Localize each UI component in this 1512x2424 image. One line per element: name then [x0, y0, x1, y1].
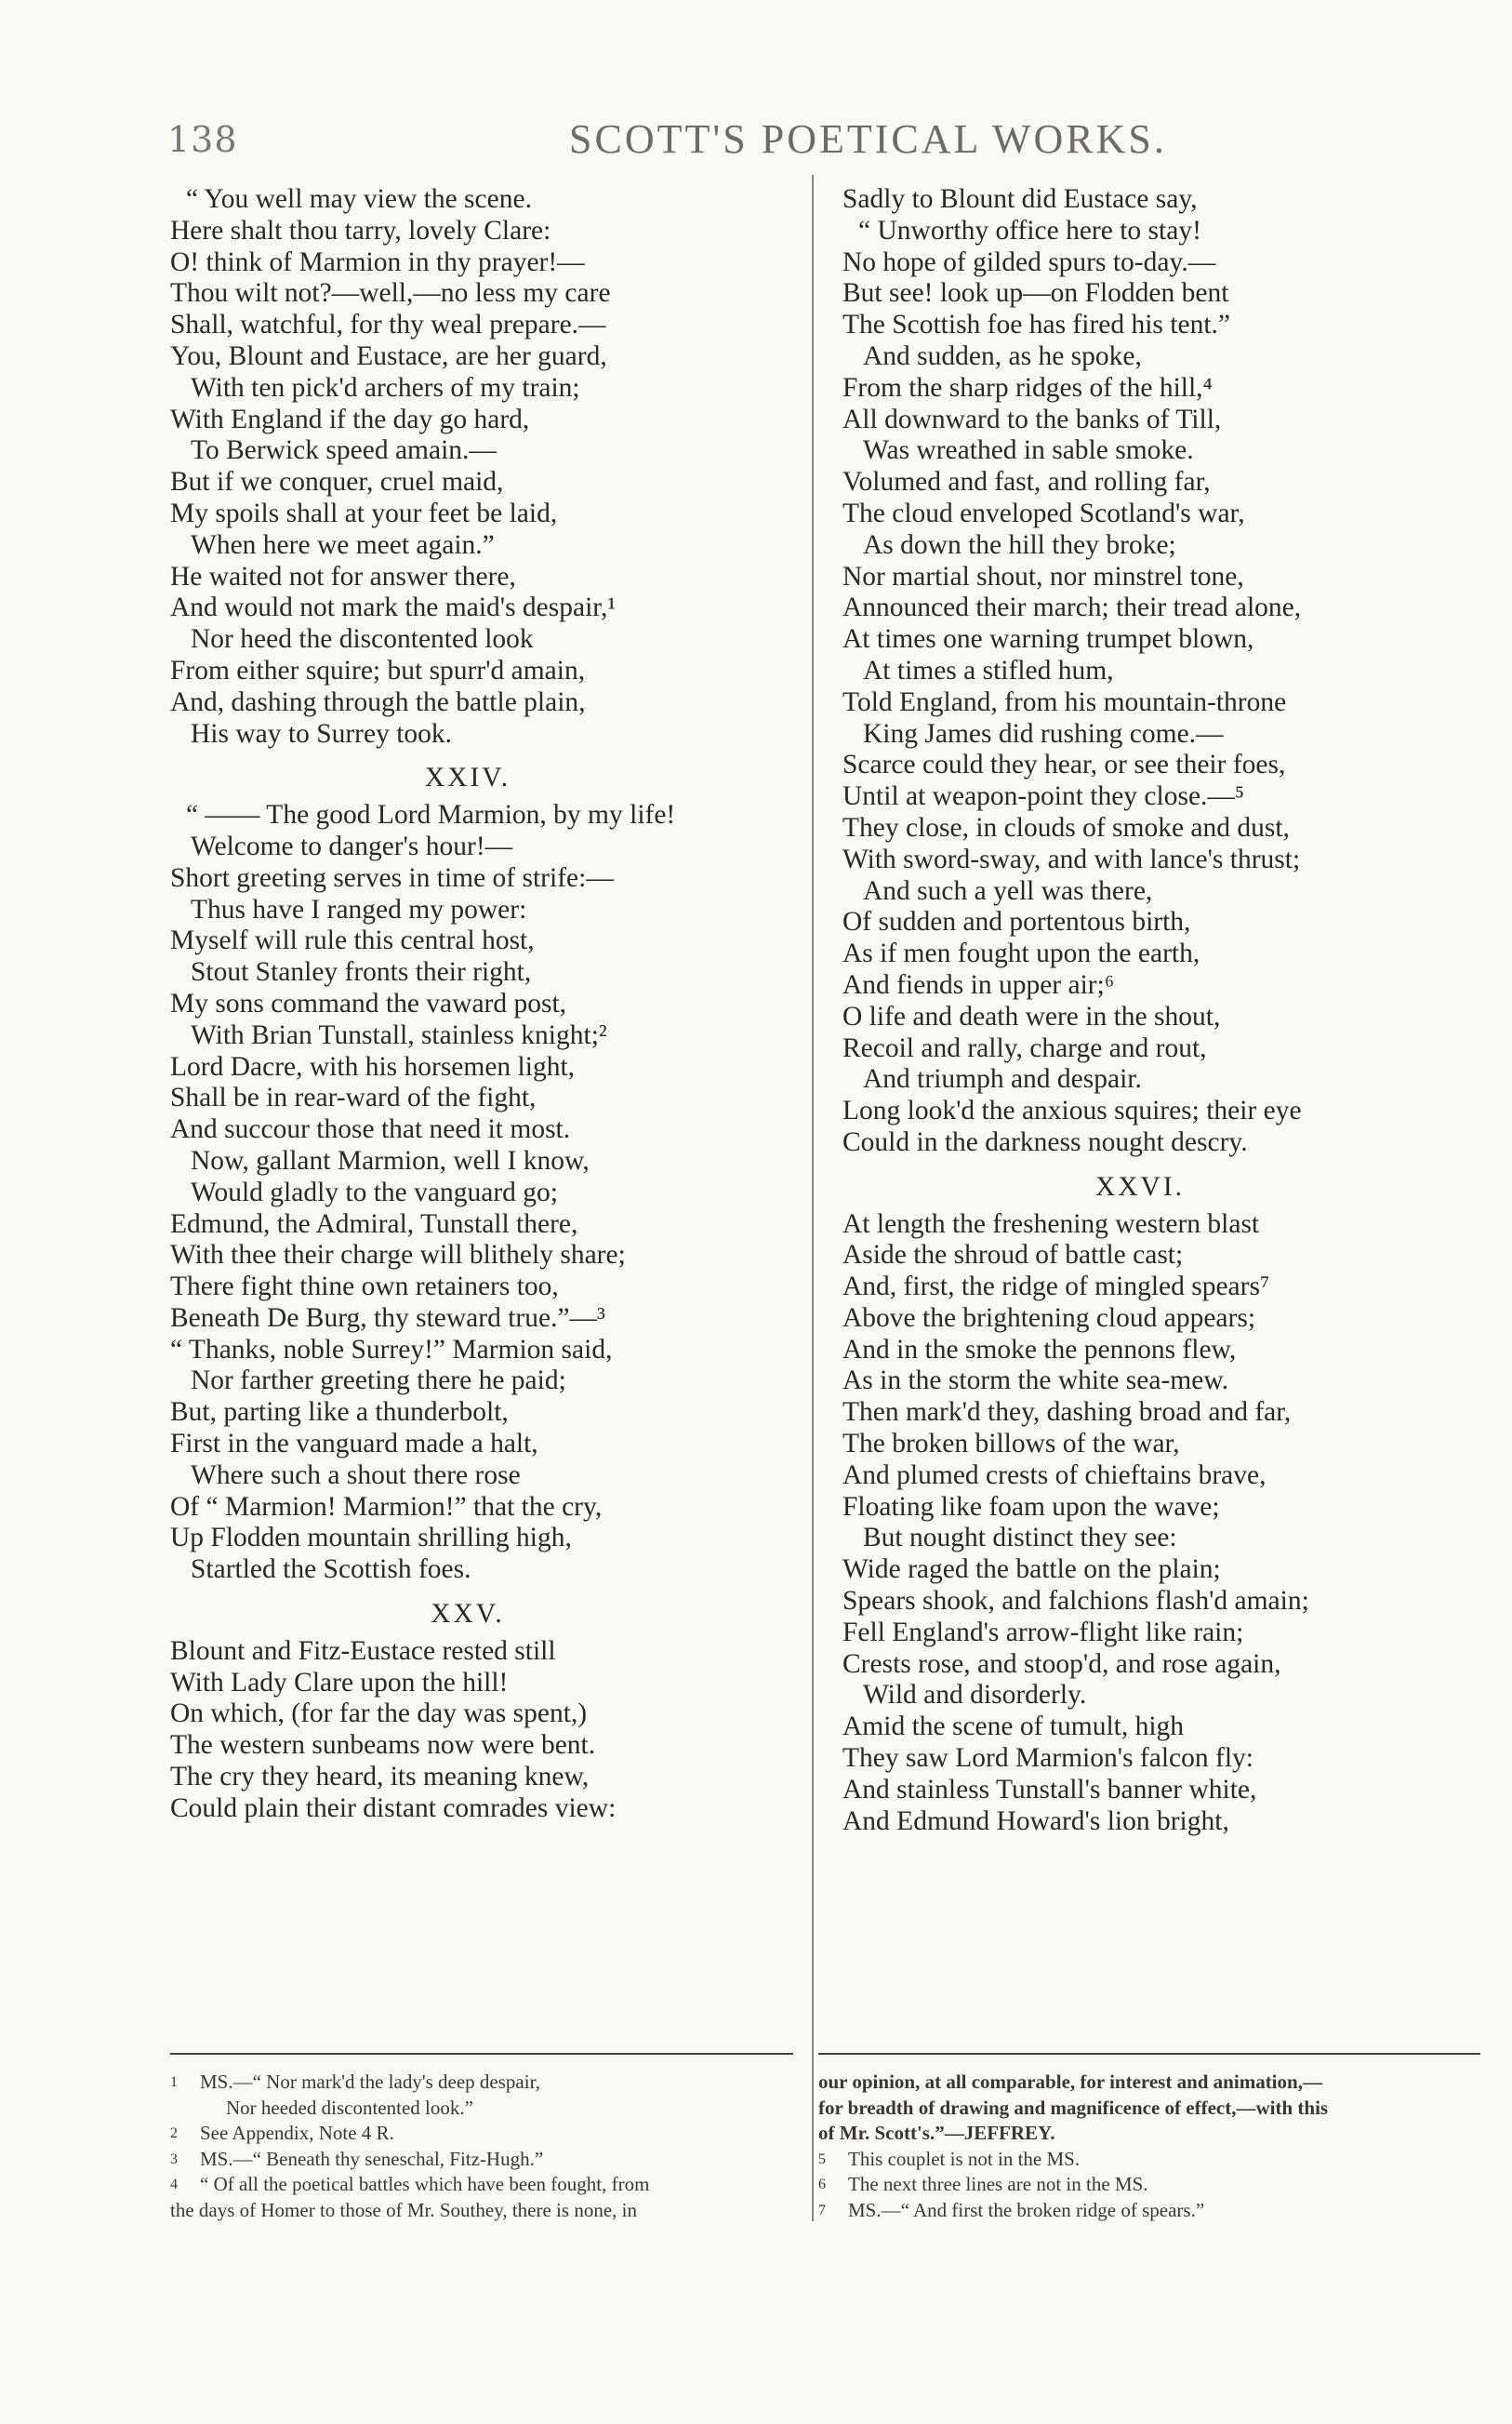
footnote-line: [818, 2096, 1488, 2122]
footnote-line: [818, 2198, 1488, 2224]
footnote-line: [170, 2096, 802, 2122]
verse-line: With England if the day go hard,: [170, 404, 530, 434]
footnote-text: Nor heeded discontented look.”: [226, 2096, 473, 2119]
footnote-marker: 3: [170, 2151, 178, 2167]
verse-line: The Scottish foe has fired his tent.”: [842, 310, 1230, 340]
verse-line: They saw Lord Marmion's falcon fly:: [842, 1743, 1253, 1774]
footnotes-left: [170, 2070, 802, 2223]
verse-line: Up Flodden mountain shrilling high,: [170, 1523, 572, 1553]
verse-line: Welcome to danger's hour!—: [191, 831, 513, 861]
verse-line: Above the brightening cloud appears;: [842, 1302, 1256, 1333]
verse-line: And plumed crests of chieftains brave,: [842, 1459, 1267, 1490]
footnote-text: See Appendix, Note 4 R.: [200, 2122, 394, 2144]
footnote-marker: 6: [818, 2177, 826, 2192]
verse-line: But, parting like a thunderbolt,: [170, 1397, 509, 1428]
verse-line: Nor farther greeting there he paid;: [191, 1365, 566, 1396]
right-intro-stanza: [842, 184, 1438, 1159]
verse-line: Edmund, the Admiral, Tunstall there,: [170, 1208, 578, 1239]
verse-line: The western sunbeams now were bent.: [170, 1730, 596, 1761]
footnote-line: [170, 2121, 802, 2147]
verse-line: Told England, from his mountain-throne: [842, 686, 1287, 717]
footnote-text: of Mr. Scott's.”—JEFFREY.: [818, 2122, 1055, 2144]
verse-line: His way to Surrey took.: [191, 718, 453, 749]
verse-line: Myself will rule this central host,: [170, 926, 535, 956]
footnote-text: MS.—“ And first the broken ridge of spears.”: [848, 2198, 1205, 2221]
verse-line: But nought distinct they see:: [863, 1523, 1177, 1553]
footnote-text: MS.—“ Nor mark'd the lady's deep despair,: [200, 2071, 540, 2093]
section-title-xxiv: XXIV.: [424, 763, 511, 793]
verse-line: And would not mark the maid's despair,¹: [170, 593, 617, 623]
verse-line: “ You well may view the scene.: [186, 184, 532, 214]
verse-line: Nor heed the discontented look: [191, 624, 534, 655]
footnote-line: [170, 2198, 802, 2224]
verse-line: There fight thine own retainers too,: [170, 1272, 559, 1302]
section-title-xxv: XXV.: [431, 1599, 505, 1630]
verse-line: To Berwick speed amain.—: [191, 435, 497, 466]
verse-line: With thee their charge will blithely share;: [170, 1240, 626, 1271]
verse-line: At times one warning trumpet blown,: [842, 624, 1254, 655]
verse-line: Aside the shroud of battle cast;: [842, 1240, 1184, 1271]
footnote-line: [170, 2172, 802, 2198]
footnote-marker: 4: [170, 2177, 178, 2192]
footnote-text: the days of Homer to those of Mr. Southey, there is none, in: [170, 2198, 637, 2221]
verse-line: Here shalt thou tarry, lovely Clare:: [170, 215, 551, 246]
verse-line: As if men fought upon the earth,: [842, 939, 1200, 969]
footnote-line: [818, 2147, 1488, 2173]
verse-line: At length the freshening western blast: [842, 1208, 1260, 1239]
verse-line: Floating like foam upon the wave;: [842, 1491, 1220, 1522]
footnote-line: [818, 2121, 1488, 2147]
verse-line: Announced their march; their tread alone,: [842, 593, 1302, 623]
verse-line: Volumed and fast, and rolling far,: [842, 467, 1211, 498]
footnote-text: for breadth of drawing and magnificence of effect,—with this: [818, 2096, 1329, 2119]
footnote-marker: 5: [818, 2151, 826, 2167]
verse-line: My sons command the vaward post,: [170, 988, 567, 1019]
verse-line: “ —— The good Lord Marmion, by my life!: [186, 800, 676, 831]
verse-line: Blount and Fitz-Eustace rested still: [170, 1635, 556, 1666]
verse-line: And succour those that need it most.: [170, 1114, 571, 1145]
column-divider: [812, 175, 814, 2221]
verse-line: Was wreathed in sable smoke.: [863, 435, 1194, 466]
verse-line: Stout Stanley fronts their right,: [191, 957, 532, 988]
verse-line: Could in the darkness nought descry.: [842, 1126, 1248, 1157]
verse-line: With sword-sway, and with lance's thrust;: [842, 844, 1301, 874]
verse-line: Long look'd the anxious squires; their eye: [842, 1096, 1302, 1126]
footnotes-right: [818, 2070, 1488, 2223]
verse-line: And stainless Tunstall's banner white,: [842, 1774, 1257, 1805]
left-column: [170, 184, 765, 1825]
running-title: SCOTT'S POETICAL WORKS.: [569, 116, 1167, 162]
footnote-marker: 1: [170, 2074, 178, 2090]
verse-line: As down the hill they broke;: [863, 529, 1176, 560]
footnote-text: our opinion, at all comparable, for interest and animation,—: [818, 2071, 1322, 2093]
footnote-line: [170, 2070, 802, 2096]
verse-line: And such a yell was there,: [863, 875, 1153, 906]
verse-line: Startled the Scottish foes.: [191, 1554, 471, 1585]
footnote-line: [818, 2172, 1488, 2198]
verse-line: And, first, the ridge of mingled spears⁷: [842, 1272, 1270, 1302]
verse-line: From either squire; but spurr'd amain,: [170, 655, 586, 686]
footnote-rule-right: [818, 2053, 1480, 2055]
verse-line: And triumph and despair.: [863, 1064, 1142, 1095]
verse-line: O life and death were in the shout,: [842, 1001, 1221, 1032]
footnote-marker: 7: [818, 2202, 826, 2218]
verse-line: First in the vanguard made a halt,: [170, 1429, 538, 1459]
verse-line: The cloud enveloped Scotland's war,: [842, 498, 1245, 528]
stanza-xxv: [170, 1636, 765, 1825]
verse-line: Wild and disorderly.: [863, 1680, 1087, 1711]
verse-line: Spears shook, and falchions flash'd amain;: [842, 1586, 1309, 1617]
verse-line: At times a stifled hum,: [863, 655, 1114, 686]
verse-line: Shall be in rear-ward of the fight,: [170, 1083, 537, 1113]
verse-line: No hope of gilded spurs to-day.—: [842, 246, 1216, 277]
verse-line: King James did rushing come.—: [863, 718, 1224, 749]
right-column: [842, 184, 1438, 1837]
verse-line: And, dashing through the battle plain,: [170, 686, 586, 717]
verse-line: And in the smoke the pennons flew,: [842, 1334, 1237, 1365]
verse-line: The broken billows of the war,: [842, 1429, 1180, 1459]
verse-line: Crests rose, and stoop'd, and rose again,: [842, 1648, 1281, 1679]
verse-line: And sudden, as he spoke,: [863, 340, 1142, 371]
verse-line: Wide raged the battle on the plain;: [842, 1554, 1221, 1585]
verse-line: From the sharp ridges of the hill,⁴: [842, 372, 1213, 403]
verse-line: The cry they heard, its meaning knew,: [170, 1762, 590, 1792]
section-title-xxvi: XXVI.: [1094, 1171, 1186, 1202]
footnote-text: MS.—“ Beneath thy seneschal, Fitz-Hugh.”: [200, 2147, 544, 2170]
verse-line: With Brian Tunstall, stainless knight;²: [191, 1019, 607, 1050]
verse-line: He waited not for answer there,: [170, 561, 516, 592]
verse-line: Where such a shout there rose: [191, 1459, 521, 1490]
verse-line: All downward to the banks of Till,: [842, 404, 1222, 434]
verse-line: Now, gallant Marmion, well I know,: [191, 1145, 590, 1176]
verse-line: Recoil and rally, charge and rout,: [842, 1032, 1207, 1063]
verse-line: Would gladly to the vanguard go;: [191, 1177, 558, 1207]
verse-line: Shall, watchful, for thy weal prepare.—: [170, 310, 606, 340]
verse-line: Lord Dacre, with his horsemen light,: [170, 1051, 576, 1082]
verse-line: Beneath De Burg, thy steward true.”—³: [170, 1302, 605, 1333]
verse-line: They close, in clouds of smoke and dust,: [842, 812, 1290, 843]
verse-line: “ Unworthy office here to stay!: [858, 215, 1201, 246]
footnote-text: This couplet is not in the MS.: [848, 2147, 1081, 2170]
verse-line: You, Blount and Eustace, are her guard,: [170, 340, 607, 371]
footnote-line: [818, 2070, 1488, 2096]
stanza-xxvi: [842, 1209, 1438, 1838]
footnote-rule-left: [170, 2053, 793, 2055]
stanza-xxiv: [170, 800, 765, 1586]
footnote-text: “ Of all the poetical battles which have been fought, from: [200, 2173, 650, 2195]
verse-line: As in the storm the white sea-mew.: [842, 1365, 1229, 1396]
verse-line: Then mark'd they, dashing broad and far,: [842, 1397, 1292, 1428]
verse-line: Of “ Marmion! Marmion!” that the cry,: [170, 1491, 603, 1522]
page-header: [0, 110, 1512, 166]
verse-line: Nor martial shout, nor minstrel tone,: [842, 561, 1244, 592]
verse-line: My spoils shall at your feet be laid,: [170, 498, 558, 528]
footnote-line: [170, 2147, 802, 2173]
verse-line: With Lady Clare upon the hill!: [170, 1667, 509, 1698]
verse-line: Thou wilt not?—well,—no less my care: [170, 278, 611, 309]
footnote-marker: 2: [170, 2125, 178, 2141]
verse-line: On which, (for far the day was spent,): [170, 1698, 588, 1729]
verse-line: But see! look up—on Flodden bent: [842, 278, 1229, 309]
verse-line: Thus have I ranged my power:: [191, 894, 527, 925]
page-number: 138: [167, 119, 238, 160]
verse-line: Short greeting serves in time of strife:—: [170, 862, 614, 893]
verse-line: With ten pick'd archers of my train;: [191, 372, 580, 403]
verse-line: “ Thanks, noble Surrey!” Marmion said,: [170, 1334, 613, 1365]
verse-line: But if we conquer, cruel maid,: [170, 467, 504, 498]
verse-line: Scarce could they hear, or see their foes,: [842, 750, 1286, 780]
footnote-text: The next three lines are not in the MS.: [848, 2173, 1148, 2195]
verse-line: And fiends in upper air;⁶: [842, 969, 1115, 1000]
verse-line: Sadly to Blount did Eustace say,: [842, 184, 1198, 214]
left-intro-stanza: [170, 184, 765, 750]
verse-line: Fell England's arrow-flight like rain;: [842, 1617, 1244, 1647]
verse-line: When here we meet again.”: [191, 529, 495, 560]
verse-line: O! think of Marmion in thy prayer!—: [170, 246, 585, 277]
verse-line: Of sudden and portentous birth,: [842, 907, 1191, 938]
verse-line: Until at weapon-point they close.—⁵: [842, 781, 1245, 812]
verse-line: Could plain their distant comrades view:: [170, 1792, 617, 1823]
verse-line: Amid the scene of tumult, high: [842, 1711, 1185, 1742]
verse-line: And Edmund Howard's lion bright,: [842, 1805, 1229, 1836]
